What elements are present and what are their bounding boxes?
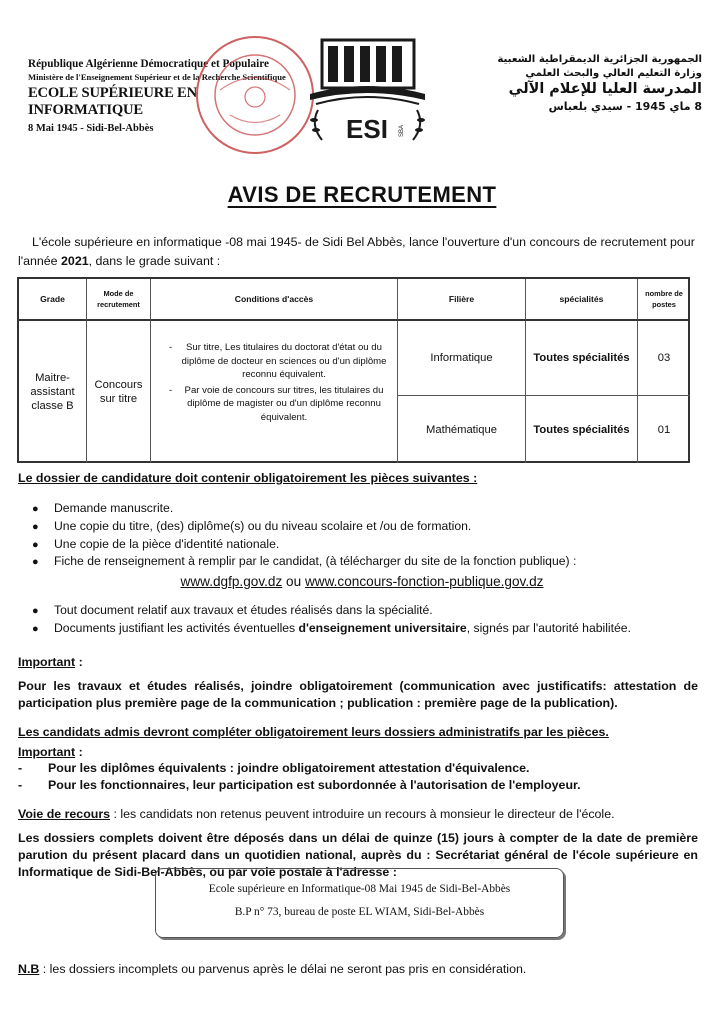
cell-specialites: Toutes spécialités: [526, 321, 638, 395]
col-header-postes: nombre de postes: [638, 279, 690, 321]
recours-line: Voie de recours : les candidats non retenus peuvent introduire un recours à monsieur le directeur de l'école.: [18, 807, 615, 821]
nb-line: N.B : les dossiers incomplets ou parvenus après le délai ne seront pas pris en considération.: [18, 962, 527, 976]
col-header-specialites: spécialités: [526, 279, 638, 321]
col-header-filiere: Filière: [398, 279, 526, 321]
page-title: AVIS DE RECRUTEMENT: [227, 182, 497, 207]
intro-year: 2021: [61, 254, 89, 268]
col-header-grade: Grade: [19, 279, 87, 321]
address-box: [155, 868, 564, 938]
links-line: [0, 574, 724, 589]
important-heading-1: Important :: [18, 655, 83, 669]
important-text-1: Pour les travaux et études réalisés, joindre obligatoirement (communication avec justificatifs: attestation de participation plus première page de la communication ; publication : première page de la publication).: [18, 679, 698, 710]
intro-text-2: , dans le grade suivant :: [88, 254, 221, 268]
cell-mode: Concours sur titre: [87, 321, 151, 463]
list-item: ● Fiche de renseignement à remplir par le candidat, (à télécharger du site de la fonction publique) :: [32, 554, 577, 568]
col-header-mode: Mode de recrutement: [87, 279, 151, 321]
logo-text: ESI: [346, 114, 388, 144]
cell-postes: 03: [657, 352, 671, 364]
depot-paragraph: Les dossiers complets doivent être déposés dans un délai de quinze (15) jours à compter de la date de première parution du présent placard dans un quotidien national, auprès du : Secrétariat général de l'école supérieure en Informatique de Sidi-Bel-Abbès, ou par voie postale à l'adresse :: [18, 831, 698, 879]
republic-name-ar: الجمهورية الجزائرية الديمقراطية الشعبية: [497, 54, 702, 65]
admis-notice: Les candidats admis devront compléter obligatoirement leurs dossiers administratifs par les pièces.: [18, 725, 609, 739]
important-item: - Pour les fonctionnaires, leur participation est subordonnée à l'autorisation de l'employeur.: [18, 778, 581, 792]
school-location-ar: 8 ماي 1945 - سيدي بلعباس: [548, 100, 702, 113]
list-item: ● Une copie de la pièce d'identité nationale.: [32, 537, 280, 551]
school-name: ECOLE SUPÉRIEURE EN INFORMATIQUE: [28, 85, 197, 118]
school-name-ar: المدرسة العليا للإعلام الآلي: [508, 81, 702, 97]
intro-paragraph: [18, 233, 698, 271]
republic-name: République Algérienne Démocratique et Populaire: [28, 58, 269, 70]
list-item: ● Demande manuscrite.: [32, 501, 174, 515]
recruitment-table: [17, 277, 690, 463]
link-dgfp[interactable]: www.dgfp.gov.dz: [180, 574, 283, 589]
intro-text-1: L'école supérieure en informatique -08 mai 1945- de Sidi Bel Abbès, lance l'ouverture d'un concours de recrutement pour l'année: [18, 235, 695, 268]
condition-item: - Par voie de concours sur titres, les titulaires du diplôme de magister ou d'un diplôme reconnu équivalent.: [169, 384, 389, 425]
conditions-list: [169, 341, 389, 425]
cell-specialites: Toutes spécialités: [526, 396, 638, 463]
address-line-2: B.P n° 73, bureau de poste EL WIAM, Sidi-Bel-Abbès: [234, 906, 485, 918]
link-concours[interactable]: www.concours-fonction-publique.gov.dz: [304, 574, 544, 589]
cell-filiere: Mathématique: [398, 396, 526, 463]
ministry-name-ar: وزارة التعليم العالي والبحث العلمي: [525, 68, 702, 79]
link-separator: ou: [286, 574, 302, 589]
ministry-name: Ministère de l'Enseignement Supérieur et de la Recherche Scientifique: [28, 72, 286, 82]
condition-item: - Sur titre, Les titulaires du doctorat d'état ou du diplôme de docteur en sciences ou d'un diplôme reconnu équivalent.: [169, 341, 389, 382]
list-item: ● Tout document relatif aux travaux et études réalisés dans la spécialité.: [32, 603, 433, 617]
cell-grade: Maitre-assistant classe B: [19, 321, 87, 463]
important-heading-2: Important :: [18, 745, 83, 759]
header-right-block: [452, 54, 702, 113]
cell-filiere: Informatique: [398, 321, 526, 395]
address-line-1: Ecole supérieure en Informatique-08 Mai 1945 de Sidi-Bel-Abbès: [208, 883, 511, 895]
school-location: 8 Mai 1945 - Sidi-Bel-Abbès: [28, 123, 154, 134]
esi-logo: [300, 30, 435, 152]
dossier-heading: Le dossier de candidature doit contenir obligatoirement les pièces suivantes :: [18, 471, 478, 485]
list-item: ● Documents justifiant les activités éventuelles d'enseignement universitaire, signés par l'autorité habilitée.: [32, 621, 631, 635]
logo-subtext: SBA: [399, 124, 405, 137]
list-item: ● Une copie du titre, (des) diplôme(s) ou du niveau scolaire et /ou de formation.: [32, 519, 472, 533]
important-item: - Pour les diplômes équivalents : joindre obligatoirement attestation d'équivalence.: [18, 761, 530, 775]
cell-postes: 01: [657, 423, 671, 436]
col-header-conditions: Conditions d'accès: [151, 279, 398, 321]
